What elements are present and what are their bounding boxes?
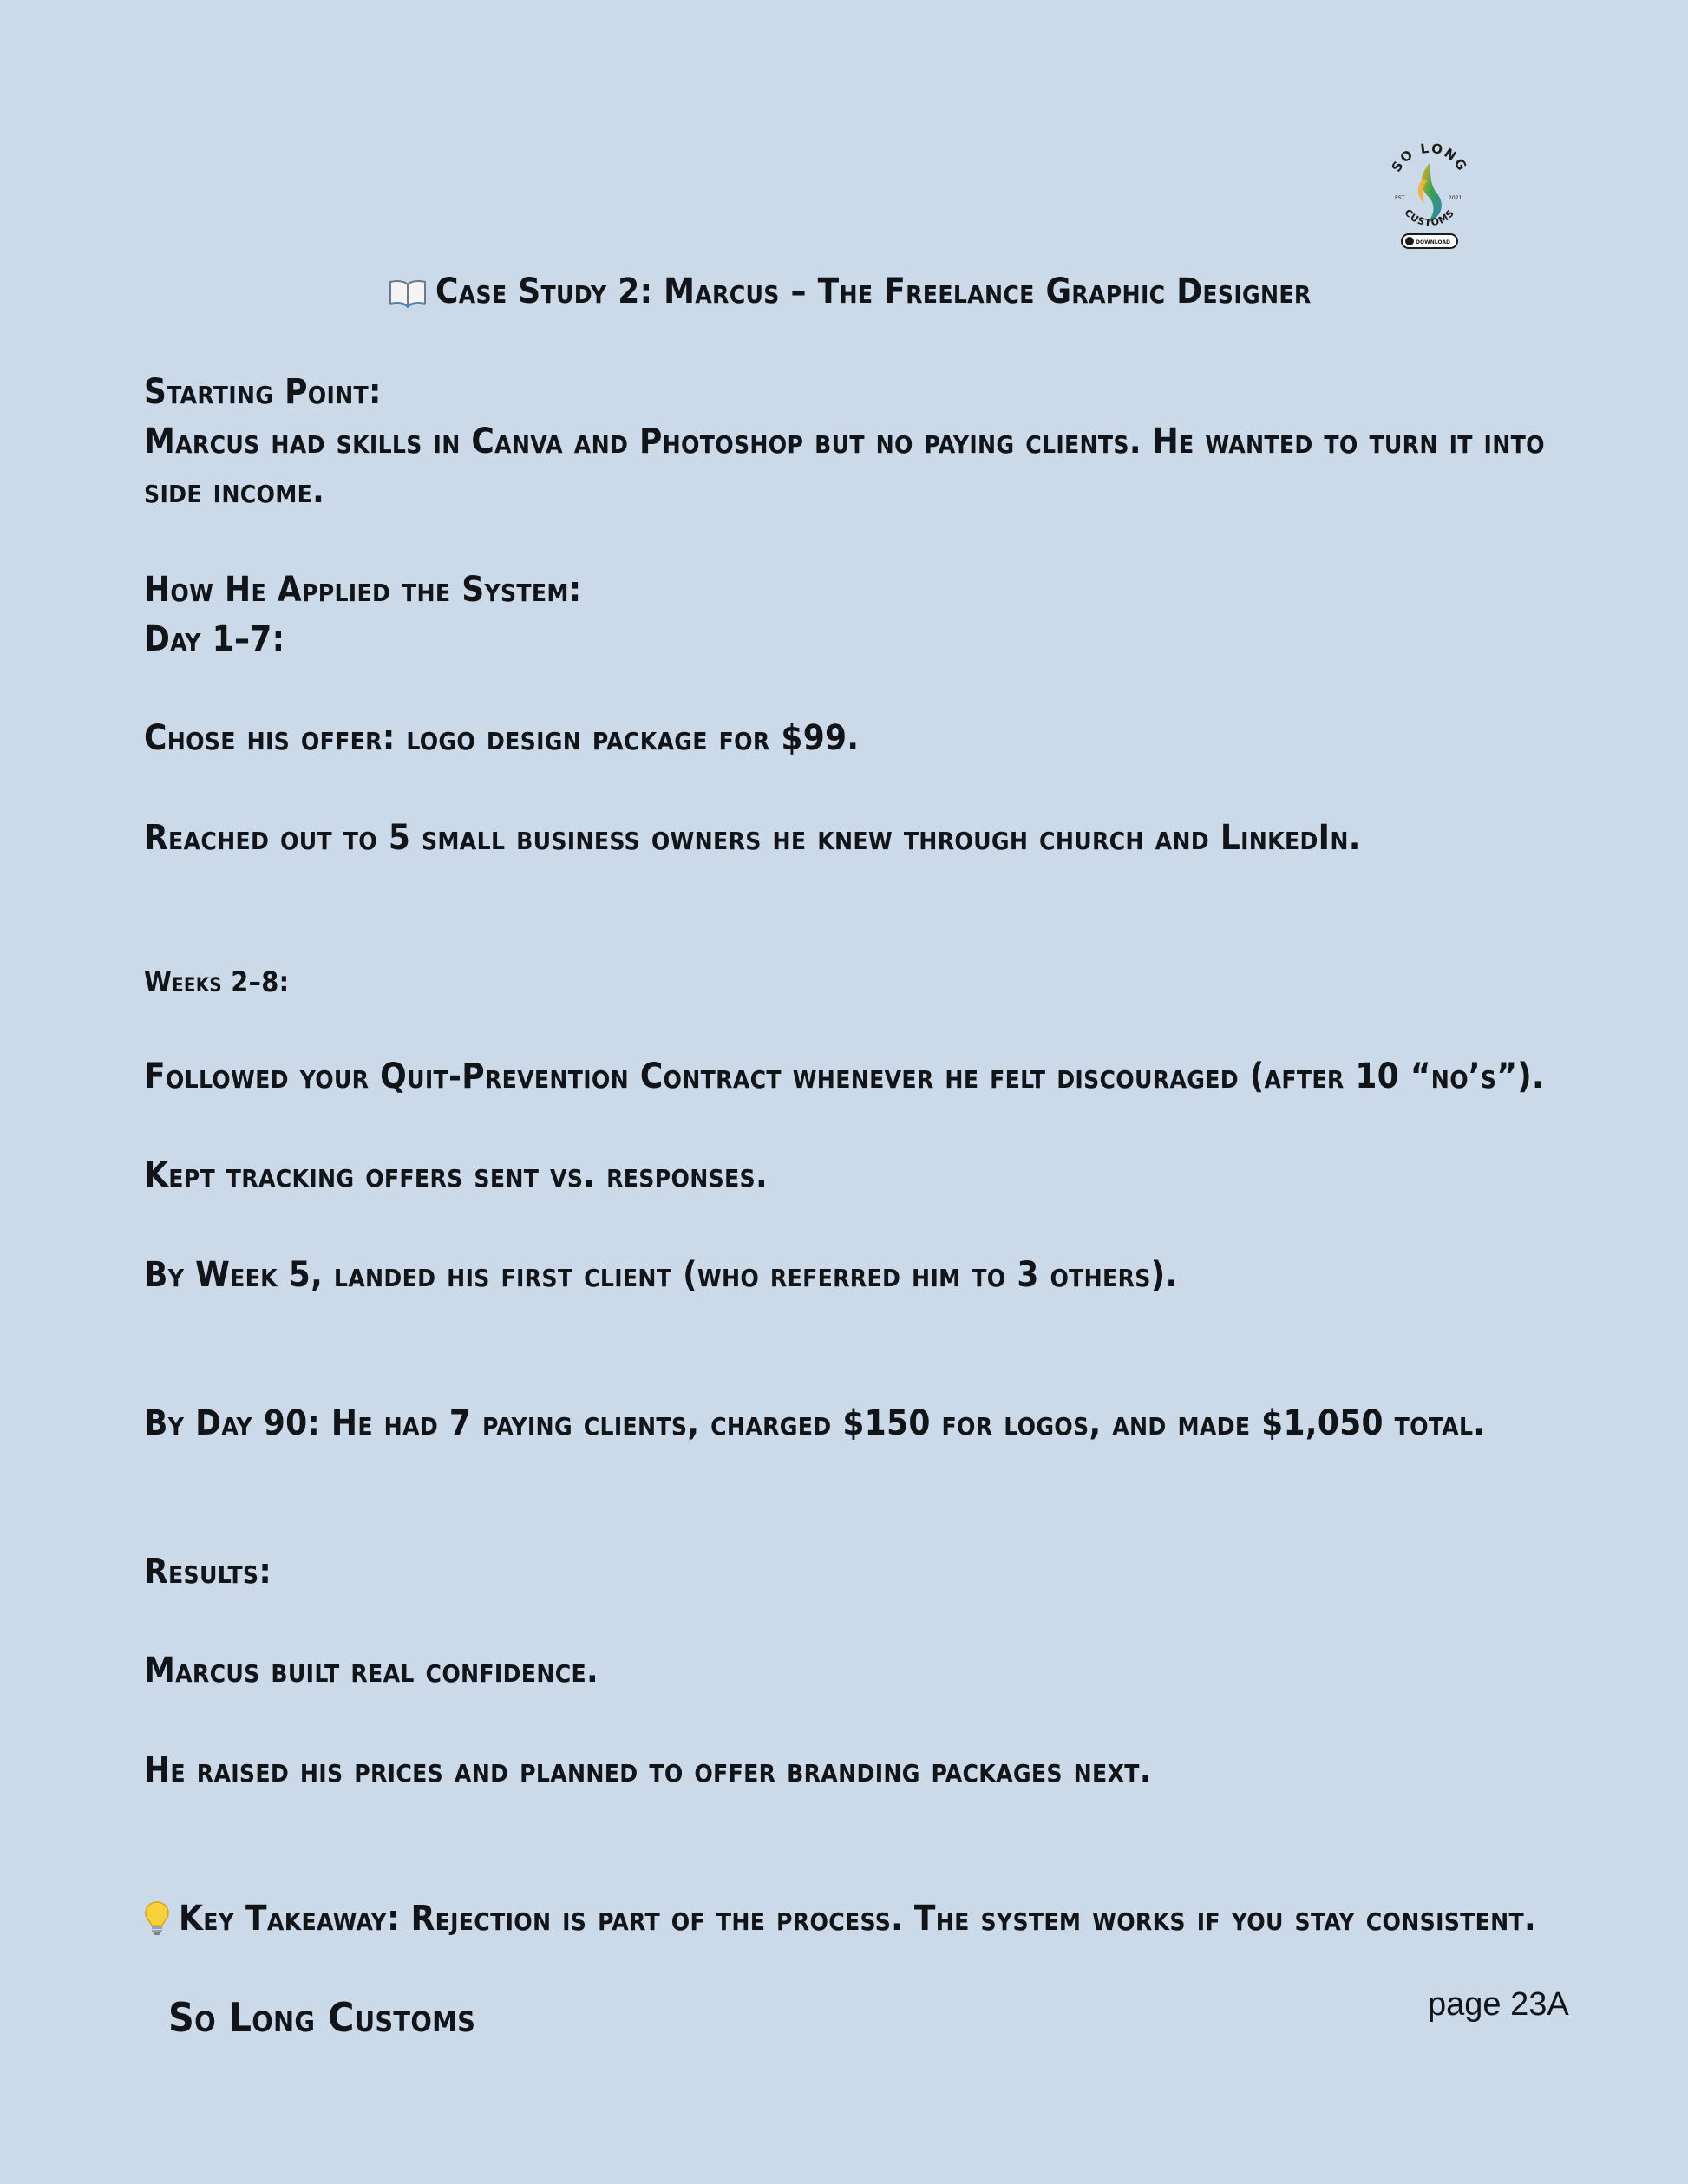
logo-bottom-text: CUSTOMS bbox=[1402, 206, 1457, 229]
page-number: page 23A bbox=[1428, 1986, 1569, 2023]
starting-point-line-2: side income. bbox=[144, 471, 325, 511]
logo-est: EST bbox=[1395, 195, 1405, 201]
day-range-heading: Day 1–7: bbox=[144, 619, 285, 659]
weeks-heading: Weeks 2–8: bbox=[144, 965, 290, 998]
prices-item: He raised his prices and planned to offer branding packages next. bbox=[144, 1750, 1152, 1790]
key-takeaway bbox=[144, 1893, 1536, 1944]
logo-year: 2021 bbox=[1449, 195, 1462, 201]
footer-brand: So Long Customs bbox=[168, 1994, 476, 2041]
offer-item: Chose his offer: logo design package for $99. bbox=[144, 718, 860, 758]
week5-item: By Week 5, landed his first client (who referred him to 3 others). bbox=[144, 1255, 1178, 1295]
svg-text:CUSTOMS bbox=[1402, 207, 1456, 229]
confidence-item: Marcus built real confidence. bbox=[144, 1651, 599, 1690]
day90-item: By Day 90: He had 7 paying clients, charged $150 for logos, and made $1,050 total. bbox=[144, 1403, 1486, 1443]
so-long-customs-logo bbox=[1383, 134, 1476, 252]
starting-point-heading: Starting Point: bbox=[144, 372, 382, 412]
results-heading: Results: bbox=[144, 1552, 272, 1592]
page-title bbox=[389, 267, 1312, 316]
page-title-text: Case Study 2: Marcus – The Freelance Graphic Designer bbox=[435, 271, 1312, 311]
key-takeaway-text: Key Takeaway: Rejection is part of the process. The system works if you stay consistent. bbox=[179, 1899, 1537, 1939]
starting-point-line-1: Marcus had skills in Canva and Photoshop but no paying clients. He wanted to turn it into bbox=[144, 422, 1545, 461]
outreach-item: Reached out to 5 small business owners he knew through church and LinkedIn. bbox=[144, 818, 1361, 858]
how-applied-heading: How He Applied the System: bbox=[144, 570, 582, 610]
lightbulb-icon bbox=[144, 1900, 170, 1935]
open-book-icon bbox=[389, 278, 427, 308]
contract-item: Followed your Quit-Prevention Contract whenever he felt discouraged (after 10 “no’s”). bbox=[144, 1056, 1544, 1096]
logo-top-text: SO LONG bbox=[1388, 140, 1471, 175]
tracking-item: Kept tracking offers sent vs. responses. bbox=[144, 1155, 768, 1195]
logo-badge: DOWNLOAD bbox=[1416, 239, 1450, 245]
